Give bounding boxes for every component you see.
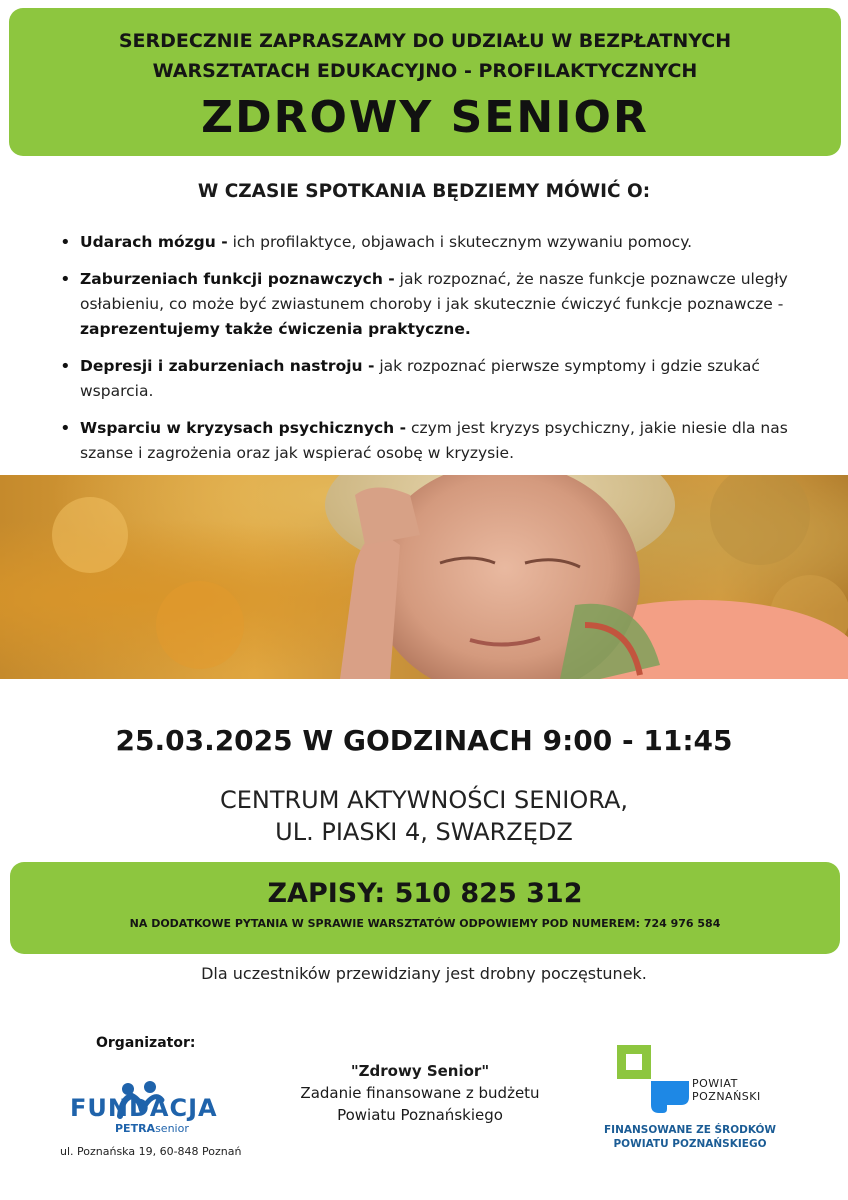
powiat-name [692,1077,761,1103]
topic-bold: Zaburzeniach funkcji poznawczych - [80,270,395,288]
powiat-funding [590,1123,790,1151]
signup-banner [10,862,840,954]
topic-bold-end: zaprezentujemy także ćwiczenia praktyczne. [80,320,471,338]
list-item [60,416,820,466]
topic-bold: Wsparciu w kryzysach psychicznych - [80,419,407,437]
event-datetime: 25.03.2025 W GODZINACH 9:00 - 11:45 [115,724,733,757]
list-item [60,354,820,404]
powiat-name-1: POWIAT [692,1077,738,1090]
signup-phone: ZAPISY: 510 825 312 [267,878,583,909]
signup-note: NA DODATKOWE PYTANIA W SPRAWIE WARSZTATÓW ODPOWIEMY POD NUMEREM: 724 976 584 [129,917,721,930]
organizer-address: ul. Poznańska 19, 60-848 Poznań [60,1145,242,1158]
project-title: "Zdrowy Senior" [350,1062,490,1080]
venue-line-2: UL. PIASKI 4, SWARZĘDZ [275,818,573,846]
organizer-label: Organizator: [96,1035,196,1051]
powiat-name-2: POZNAŃSKI [692,1090,761,1103]
senior-woman-photo [0,475,848,679]
topic-text: czym jest kryzys psychiczny, jakie niesie dla nas szanse i zagrożenia oraz jak wspierać osobę w kryzysie. [80,419,788,462]
organizer-sub-text: senior [155,1122,189,1135]
powiat-fund-2: POWIATU POZNAŃSKIEGO [613,1138,767,1150]
powiat-fund-1: FINANSOWANE ZE ŚRODKÓW [603,1124,777,1136]
organizer-name: FUNDACJA [70,1094,218,1122]
treat-note: Dla uczestników przewidziany jest drobny poczęstunek. [201,964,647,983]
page-title: ZDROWY SENIOR [201,92,649,143]
topic-bold: Depresji i zaburzeniach nastroju - [80,357,375,375]
organizer-sub-bold: PETRA [115,1122,156,1135]
list-item [60,267,820,342]
project-info [270,1060,570,1126]
venue-line-1: CENTRUM AKTYWNOŚCI SENIORA, [219,786,629,814]
topics-heading: W CZASIE SPOTKANIA BĘDZIEMY MÓWIĆ O: [197,181,651,202]
list-item [60,230,820,255]
photo-illustration [0,475,848,679]
header-invite-line-1: SERDECZNIE ZAPRASZAMY DO UDZIAŁU W BEZPŁATNYCH [118,30,732,52]
topic-text: jak rozpoznać, że nasze funkcje poznawcze uległy osłabieniu, co może być zwiastunem choroby i jak skutecznie ćwiczyć funkcje poznawcze - [80,270,788,313]
project-line-3: Powiatu Poznańskiego [337,1106,503,1124]
topic-text: ich profilaktyce, objawach i skutecznym wzywaniu pomocy. [227,233,693,251]
event-venue [0,784,848,848]
topics-list [60,230,820,478]
project-line-2: Zadanie finansowane z budżetu [300,1084,540,1102]
organizer-subname [115,1122,189,1135]
topic-bold: Udarach mózgu - [80,233,228,251]
header-invite-line-2: WARSZTATACH EDUKACYJNO - PROFILAKTYCZNYCH [152,60,698,82]
topic-text: jak rozpoznać pierwsze symptomy i gdzie szukać wsparcia. [80,357,760,400]
header-banner [9,8,841,156]
powiat-logo-icon [615,1045,690,1115]
